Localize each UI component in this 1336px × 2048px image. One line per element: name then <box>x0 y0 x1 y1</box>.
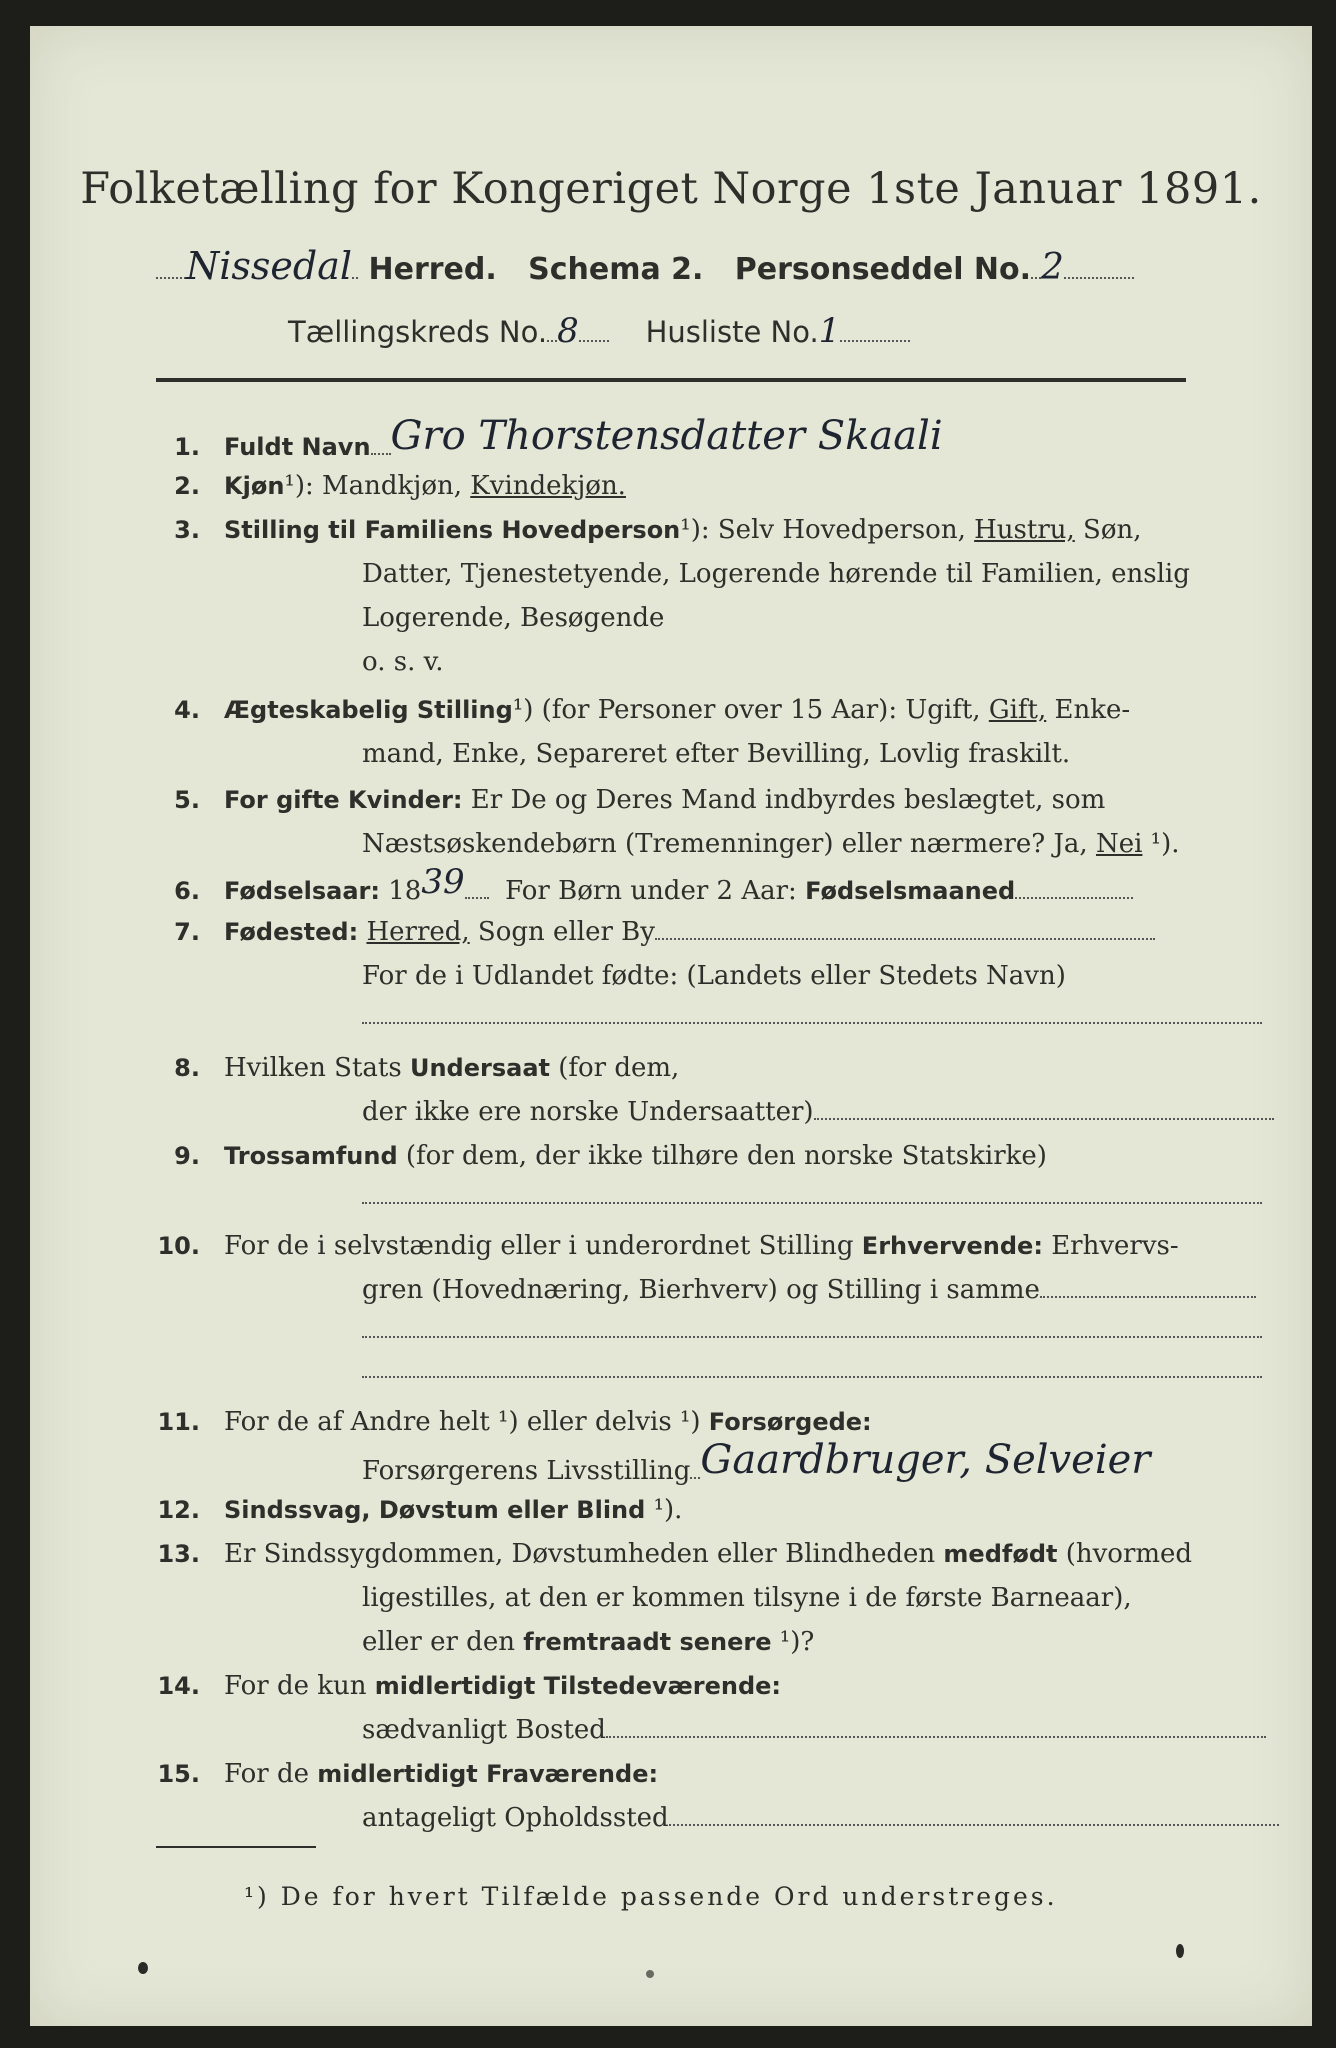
item-text: (for dem, <box>549 1053 680 1083</box>
footnote-rule <box>156 1846 316 1848</box>
item-label: Undersaat <box>409 1054 550 1082</box>
item-text: For de kun <box>224 1671 375 1701</box>
item-text: ¹): Mandkjøn, <box>284 471 471 501</box>
item-2 <box>138 466 1198 506</box>
item-number: 11. <box>157 1408 200 1436</box>
item-text: ¹). <box>1142 829 1180 859</box>
item-text: For de af Andre helt ¹) eller delvis ¹) <box>224 1407 709 1437</box>
selected-option: Nei <box>1095 829 1143 859</box>
provider-occupation-value: Gaardbruger, Selveier <box>700 1437 1151 1483</box>
item-text: (hvormed <box>1057 1539 1193 1569</box>
item-text: (for dem, der ikke tilhøre den norske Statskirke) <box>397 1141 1047 1171</box>
item-label: Stilling til Familiens Hovedperson <box>224 516 681 544</box>
item-number: 3. <box>174 516 200 544</box>
item-label: Kjøn <box>224 472 285 500</box>
item-text: Enke- <box>1046 695 1131 725</box>
schema-label: Schema 2. <box>528 252 704 287</box>
item-10-blank-2 <box>138 1350 1336 1390</box>
item-15-line-2 <box>138 1798 1336 1838</box>
item-number: 9. <box>174 1142 200 1170</box>
kreds-row <box>288 311 910 351</box>
item-text: sædvanligt Bosted <box>362 1715 606 1745</box>
item-text: ¹). <box>645 1495 683 1525</box>
selected-option: Kvindekjøn. <box>470 471 626 501</box>
item-label: Fødested: <box>224 918 359 946</box>
item-text: ¹) (for Personer over 15 Aar): Ugift, <box>512 695 989 725</box>
item-text: Er Sindssygdommen, Døvstumheden eller Blindheden <box>224 1539 944 1569</box>
item-13 <box>138 1534 1198 1574</box>
item-7 <box>138 912 1198 952</box>
item-text: Søn, <box>1074 515 1142 545</box>
item-label: Erhvervende: <box>861 1232 1043 1260</box>
item-label: midlertidigt Fraværende: <box>317 1760 659 1788</box>
item-label: midlertidigt Tilstedeværende: <box>374 1672 782 1700</box>
item-3 <box>138 510 1198 550</box>
census-form <box>30 26 1312 2026</box>
ink-speck <box>138 1962 148 1974</box>
item-4 <box>138 690 1198 730</box>
item-text: Er De og Deres Mand indbyrdes beslægtet, som <box>462 785 1106 815</box>
herred-label: Herred. <box>368 252 497 287</box>
item-text: For de <box>224 1759 318 1789</box>
item-12 <box>138 1490 1198 1530</box>
item-15 <box>138 1754 1198 1794</box>
item-10 <box>138 1226 1198 1266</box>
item-number: 10. <box>157 1232 200 1260</box>
item-3-line-4: o. s. v. <box>362 647 444 677</box>
item-text: Hvilken Stats <box>224 1053 410 1083</box>
item-label: Trossamfund <box>224 1142 398 1170</box>
item-text: Næstsøskendebørn (Tremenninger) eller nærmere? Ja, <box>362 829 1096 859</box>
item-number: 8. <box>174 1054 200 1082</box>
item-text: For Børn under 2 Aar: <box>505 876 806 906</box>
item-label: fremtraadt senere <box>523 1628 772 1656</box>
item-5 <box>138 780 1198 820</box>
birth-year-value: 39 <box>421 862 465 902</box>
item-10-blank-1 <box>138 1310 1336 1350</box>
item-label: Sindssvag, Døvstum eller Blind <box>224 1496 646 1524</box>
husliste-value: 1 <box>818 311 841 351</box>
item-label: Fødselsmaaned <box>805 877 1016 905</box>
header-row <box>156 244 1186 288</box>
item-13-line-2: ligestilles, at den er kommen tilsyne i de første Barneaar), <box>362 1583 1132 1613</box>
item-label: medfødt <box>943 1540 1058 1568</box>
item-9-blank <box>138 1176 1336 1216</box>
item-number: 15. <box>157 1760 200 1788</box>
item-14 <box>138 1666 1198 1706</box>
item-8 <box>138 1048 1198 1088</box>
item-text: antageligt Opholdssted <box>362 1803 669 1833</box>
kreds-label: Tællingskreds No. <box>288 315 548 349</box>
item-number: 13. <box>157 1540 200 1568</box>
item-label: Forsørgede: <box>708 1408 872 1436</box>
kreds-value: 8 <box>557 311 579 351</box>
header-rule <box>156 378 1186 382</box>
item-7-blank <box>138 996 1336 1036</box>
item-4-line-2: mand, Enke, Separeret efter Bevilling, Lovlig fraskilt. <box>362 739 1071 769</box>
item-label: Ægteskabelig Stilling <box>224 696 513 724</box>
item-text: gren (Hovednæring, Bierhverv) og Stilling i samme <box>362 1275 1040 1305</box>
ink-speck <box>1176 1944 1184 1958</box>
item-label: Fuldt Navn <box>224 433 371 461</box>
personseddel-value: 2 <box>1041 247 1064 288</box>
item-13-line-3 <box>138 1622 1336 1662</box>
item-number: 2. <box>174 472 200 500</box>
item-11 <box>138 1402 1198 1442</box>
item-number: 4. <box>174 696 200 724</box>
item-text: der ikke ere norske Undersaatter) <box>362 1097 814 1127</box>
item-text: Sogn eller By <box>469 917 655 947</box>
item-text: Erhvervs- <box>1042 1231 1179 1261</box>
item-number: 1. <box>174 433 200 461</box>
selected-option: Gift, <box>988 695 1047 725</box>
item-1 <box>138 413 1198 467</box>
year-prefix: 18 <box>380 876 422 906</box>
personseddel-label: Personseddel No. <box>734 252 1032 287</box>
husliste-label: Husliste No. <box>645 315 819 349</box>
selected-option: Herred, <box>366 917 470 947</box>
herred-value: Nissedal <box>186 244 353 288</box>
footnote: ¹) De for hvert Tilfælde passende Ord understreges. <box>244 1882 1058 1911</box>
item-number: 7. <box>174 918 200 946</box>
item-7-line-2: For de i Udlandet fødte: (Landets eller Stedets Navn) <box>362 961 1066 991</box>
item-number: 6. <box>174 877 200 905</box>
item-3-line-2: Datter, Tjenestetyende, Logerende hørende til Familien, enslig <box>362 559 1190 589</box>
item-6 <box>138 862 1198 911</box>
item-number: 5. <box>174 786 200 814</box>
selected-option: Hustru, <box>974 515 1075 545</box>
item-5-line-2 <box>138 824 1336 864</box>
item-11-line-2 <box>138 1437 1336 1491</box>
item-number: 14. <box>157 1672 200 1700</box>
item-10-line-2 <box>138 1270 1336 1310</box>
item-label: Fødselsaar: <box>224 877 380 905</box>
item-9 <box>138 1136 1198 1176</box>
item-text: Forsørgerens Livsstilling <box>362 1456 691 1486</box>
item-text: For de i selvstændig eller i underordnet Stilling <box>224 1231 862 1261</box>
ink-speck <box>646 1970 654 1978</box>
item-3-line-3: Logerende, Besøgende <box>362 603 665 633</box>
item-text: ¹)? <box>771 1627 815 1657</box>
form-title: Folketælling for Kongeriget Norge 1ste Januar 1891. <box>80 164 1262 214</box>
item-label: For gifte Kvinder: <box>224 786 463 814</box>
name-value: Gro Thorstensdatter Skaali <box>390 413 943 459</box>
item-14-line-2 <box>138 1710 1336 1750</box>
item-number: 12. <box>157 1496 200 1524</box>
item-text: eller er den <box>362 1627 524 1657</box>
item-8-line-2 <box>138 1092 1336 1132</box>
item-text: ¹): Selv Hovedperson, <box>680 515 975 545</box>
